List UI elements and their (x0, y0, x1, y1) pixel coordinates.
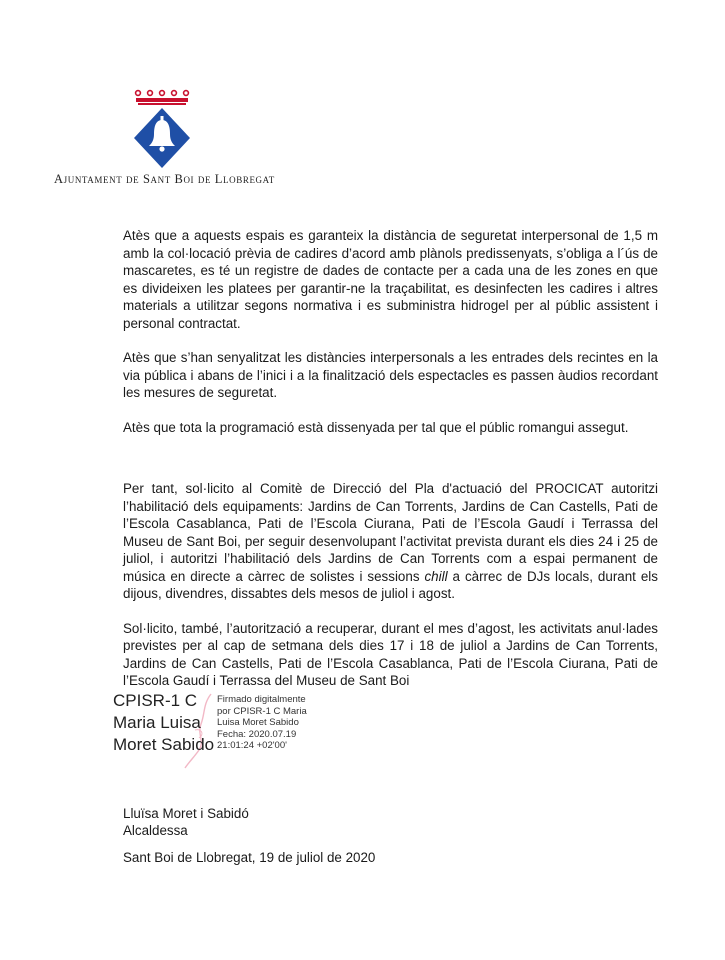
signatory-name: Lluïsa Moret i Sabidó (123, 806, 249, 821)
signature-detail-line: Firmado digitalmente (217, 694, 306, 705)
signature-detail-line: Luisa Moret Sabido (217, 717, 299, 728)
paragraph-2: Atès que s’han senyalitzat les distàncies interpersonals a les entrades dels recintes en la via pública i abans de l’inici i a la finalització dels espectacles es passen àudios recordant les mesures de seguretat. (123, 350, 658, 400)
paragraph-1: Atès que a aquests espais es garanteix la distància de seguretat interpersonal de 1,5 m amb la col·locació prèvia de cadires d’acord amb plànols predissenyats, s’obliga a l´ús de mascaretes, es té un registre de dades de contacte per a cada una de les zones en que es divideixen les platees per garantir-ne la traçabilitat, es desinfecten les cadires i altres materials a utilitzar segons normativa i es subministra hidrogel per al públic assistent i personal contractat. (123, 228, 658, 331)
paragraph-4-italic: chill (424, 568, 448, 584)
signature-detail-line: por CPISR-1 C Maria (217, 705, 307, 717)
signature-details (217, 694, 307, 752)
paragraph-4-text-b: a càrrec de DJs locals, durant els dijous, divendres, dissabtes dels mesos de juliol i agost. (123, 568, 658, 601)
signature-detail-line: Fecha: 2020.07.19 (217, 728, 297, 740)
letterhead (54, 88, 294, 198)
signature-detail-line: 21:01:24 +02'00' (217, 740, 287, 751)
letter-body (123, 227, 658, 690)
place-and-date: Sant Boi de Llobregat, 19 de juliol de 2020 (123, 850, 376, 865)
signer-line-2: Maria Luisa (113, 713, 201, 732)
paragraph-5: Sol·licito, també, l’autorització a recuperar, durant el mes d’agost, les activitats anul·lades previstes per al cap de setmana dels dies 17 i 18 de juliol a Jardins de Can Torrents, Jardins de Can Castells, Pati de l’Escola Casablanca, Pati de l’Escola Ciurana, Pati de l’Escola Gaudí i Terrassa del Museu de Sant Boi (123, 620, 658, 688)
coat-of-arms-bell-icon (130, 88, 194, 170)
paragraph-3: Atès que tota la programació està dissenyada per tal que el públic romangui assegut. (123, 419, 629, 435)
signer-line-1: CPISR-1 C (113, 691, 198, 710)
paragraph-4-text-a: Per tant, sol·licito al Comitè de Direcció del Pla d'actuació del PROCICAT autoritzi l’habilitació dels equipaments: Jardins de Can Torrents, Jardins de Can Castells, Pati de l’Escola Casablanca, Pati de l’Escola Ciurana, Pati de l’Escola Gaudí i Terrassa del Museu de Sant Boi, per seguir desenvolupant l’activitat prevista durant els dies 24 i 25 de juliol, i autoritzi l’habilitació dels Jardins de Can Torrents com a espai permanent de música en directe a càrrec de solistes i sessions (123, 481, 658, 584)
signer-line-3: Moret Sabido (113, 735, 215, 754)
digital-signature (113, 690, 353, 770)
signatory-title: Alcaldessa (123, 823, 188, 838)
signer-name (113, 690, 214, 756)
closing-block (123, 805, 249, 839)
organization-name: Ajuntament de Sant Boi de Llobregat (54, 172, 275, 186)
paragraph-4 (123, 480, 658, 603)
